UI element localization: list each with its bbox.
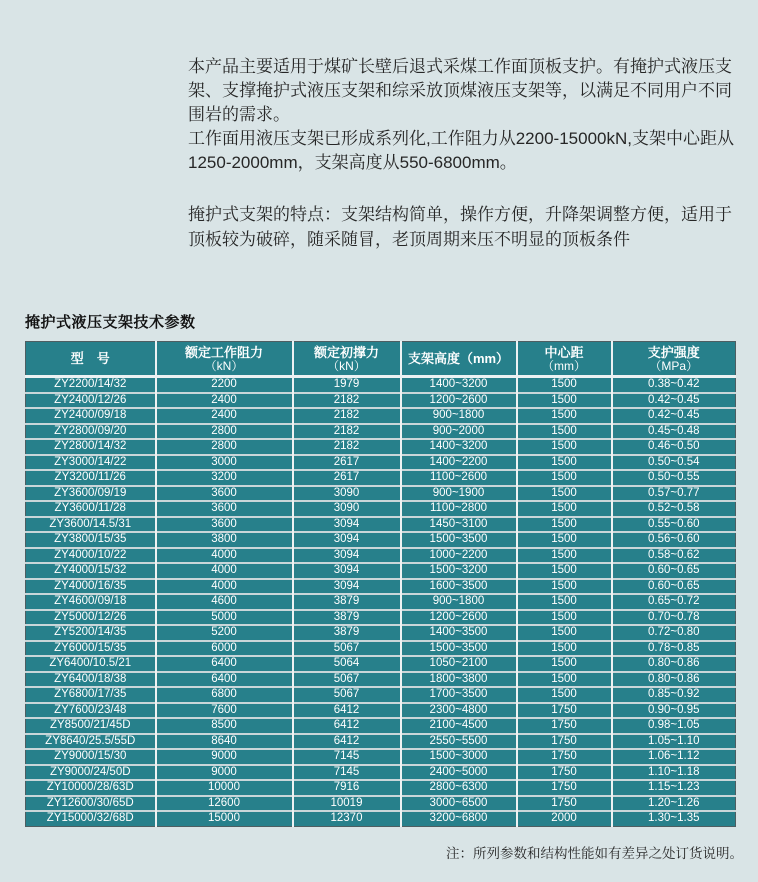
table-cell-model: ZY3600/09/19 (26, 486, 156, 502)
table-cell-model: ZY4000/15/32 (26, 563, 156, 579)
table-cell-height-range: 1500~3500 (401, 641, 517, 657)
table-cell-center-distance: 1750 (517, 780, 612, 796)
table-cell-work-resistance: 10000 (156, 780, 293, 796)
table-cell-model: ZY8640/25.5/55D (26, 734, 156, 750)
table-cell-center-distance: 1500 (517, 656, 612, 672)
table-cell-height-range: 1100~2800 (401, 501, 517, 517)
table-cell-model: ZY7600/23/48 (26, 703, 156, 719)
table-cell-work-resistance: 6400 (156, 656, 293, 672)
table-cell-initial-force: 10019 (293, 796, 401, 812)
table-cell-initial-force: 3094 (293, 532, 401, 548)
table-row (26, 470, 736, 486)
table-cell-center-distance: 1500 (517, 393, 612, 409)
table-cell-support-strength: 0.56~0.60 (612, 532, 736, 548)
table-row (26, 548, 736, 564)
col-header-title: 支架高度（mm） (407, 351, 510, 366)
table-cell-work-resistance: 4000 (156, 579, 293, 595)
table-row (26, 780, 736, 796)
intro-line: 本产品主要适用于煤矿长壁后退式采煤工作面顶板支护。有掩护式液压支 (188, 57, 732, 76)
table-cell-initial-force: 2617 (293, 470, 401, 486)
table-cell-center-distance: 1500 (517, 563, 612, 579)
table-cell-center-distance: 2000 (517, 811, 612, 826)
table-cell-work-resistance: 4000 (156, 548, 293, 564)
table-cell-model: ZY6000/15/35 (26, 641, 156, 657)
table-cell-support-strength: 0.46~0.50 (612, 439, 736, 455)
col-header-center-distance (517, 342, 612, 377)
table-cell-work-resistance: 15000 (156, 811, 293, 826)
table-row (26, 625, 736, 641)
table-row (26, 486, 736, 502)
table-cell-initial-force: 5067 (293, 687, 401, 703)
table-cell-model: ZY3600/14.5/31 (26, 517, 156, 533)
footnote: 注：所列参数和结构性能如有差异之处订货说明。 (446, 846, 743, 861)
table-cell-support-strength: 0.72~0.80 (612, 625, 736, 641)
col-header-support-strength (612, 342, 736, 377)
table-cell-support-strength: 0.50~0.54 (612, 455, 736, 471)
table-cell-initial-force: 2182 (293, 408, 401, 424)
table-cell-work-resistance: 2400 (156, 393, 293, 409)
table-cell-center-distance: 1500 (517, 517, 612, 533)
table-cell-support-strength: 0.60~0.65 (612, 579, 736, 595)
table-row (26, 408, 736, 424)
intro-line: 架、支撑掩护式液压支架和综采放顶煤液压支架等，以满足不同用户不同 (188, 81, 732, 100)
table-cell-support-strength: 0.55~0.60 (612, 517, 736, 533)
table-cell-initial-force: 3879 (293, 610, 401, 626)
table-cell-initial-force: 2182 (293, 439, 401, 455)
table-cell-height-range: 1600~3500 (401, 579, 517, 595)
table-cell-height-range: 1000~2200 (401, 548, 517, 564)
table-cell-support-strength: 0.45~0.48 (612, 424, 736, 440)
intro-line: 围岩的需求。 (188, 105, 290, 124)
table-cell-center-distance: 1500 (517, 625, 612, 641)
table-cell-support-strength: 0.42~0.45 (612, 393, 736, 409)
table-cell-height-range: 900~1900 (401, 486, 517, 502)
table-cell-center-distance: 1750 (517, 749, 612, 765)
table-cell-support-strength: 1.15~1.23 (612, 780, 736, 796)
table-cell-center-distance: 1500 (517, 377, 612, 393)
table-cell-initial-force: 5064 (293, 656, 401, 672)
table-cell-height-range: 900~2000 (401, 424, 517, 440)
table-cell-work-resistance: 5200 (156, 625, 293, 641)
table-cell-height-range: 1050~2100 (401, 656, 517, 672)
table-cell-model: ZY10000/28/63D (26, 780, 156, 796)
intro-paragraph-2 (188, 202, 744, 252)
table-cell-center-distance: 1500 (517, 610, 612, 626)
table-cell-work-resistance: 8640 (156, 734, 293, 750)
table-cell-work-resistance: 8500 (156, 718, 293, 734)
table-cell-height-range: 3000~6500 (401, 796, 517, 812)
table-cell-support-strength: 0.42~0.45 (612, 408, 736, 424)
table-cell-model: ZY3200/11/26 (26, 470, 156, 486)
table-cell-center-distance: 1750 (517, 734, 612, 750)
table-cell-height-range: 900~1800 (401, 594, 517, 610)
table-cell-initial-force: 3094 (293, 579, 401, 595)
table-cell-work-resistance: 3000 (156, 455, 293, 471)
table-cell-support-strength: 0.80~0.86 (612, 672, 736, 688)
col-header-title: 型 号 (70, 351, 110, 366)
table-cell-work-resistance: 3200 (156, 470, 293, 486)
table-cell-center-distance: 1500 (517, 579, 612, 595)
table-cell-height-range: 900~1800 (401, 408, 517, 424)
table-cell-initial-force: 2182 (293, 393, 401, 409)
table-cell-initial-force: 7145 (293, 765, 401, 781)
table-cell-height-range: 1400~2200 (401, 455, 517, 471)
table-cell-center-distance: 1500 (517, 687, 612, 703)
table-cell-center-distance: 1750 (517, 796, 612, 812)
table-cell-model: ZY8500/21/45D (26, 718, 156, 734)
table-cell-initial-force: 1979 (293, 377, 401, 393)
col-header-unit: （mm） (542, 358, 586, 373)
table-cell-support-strength: 0.38~0.42 (612, 377, 736, 393)
col-header-title: 支护强度 (647, 344, 700, 360)
table-cell-height-range: 1700~3500 (401, 687, 517, 703)
table-cell-initial-force: 5067 (293, 672, 401, 688)
intro-line: 1250-2000mm，支架高度从550-6800mm。 (188, 153, 517, 172)
table-row (26, 377, 736, 393)
table-cell-center-distance: 1750 (517, 765, 612, 781)
table-cell-center-distance: 1500 (517, 439, 612, 455)
table-cell-center-distance: 1500 (517, 548, 612, 564)
table-cell-model: ZY2400/12/26 (26, 393, 156, 409)
table-cell-center-distance: 1500 (517, 470, 612, 486)
table-cell-model: ZY6400/18/38 (26, 672, 156, 688)
table-cell-model: ZY5000/12/26 (26, 610, 156, 626)
table-row (26, 424, 736, 440)
table-cell-initial-force: 5067 (293, 641, 401, 657)
intro-line: 工作面用液压支架已形成系列化,工作阻力从2200-15000kN,支架中心距从 (188, 129, 734, 148)
table-cell-center-distance: 1750 (517, 718, 612, 734)
col-header-title: 额定初撑力 (313, 344, 379, 360)
table-cell-initial-force: 7916 (293, 780, 401, 796)
table-cell-support-strength: 1.20~1.26 (612, 796, 736, 812)
table-cell-support-strength: 0.60~0.65 (612, 563, 736, 579)
table-cell-work-resistance: 3600 (156, 486, 293, 502)
table-cell-center-distance: 1500 (517, 501, 612, 517)
table-cell-support-strength: 1.05~1.10 (612, 734, 736, 750)
table-cell-height-range: 2550~5500 (401, 734, 517, 750)
table-cell-height-range: 2400~5000 (401, 765, 517, 781)
table-cell-initial-force: 6412 (293, 703, 401, 719)
table-cell-model: ZY3600/11/28 (26, 501, 156, 517)
table-cell-center-distance: 1500 (517, 408, 612, 424)
table-cell-model: ZY9000/15/30 (26, 749, 156, 765)
table-row (26, 532, 736, 548)
table-cell-height-range: 1500~3200 (401, 563, 517, 579)
table-cell-model: ZY3000/14/22 (26, 455, 156, 471)
table-cell-model: ZY2200/14/32 (26, 377, 156, 393)
table-cell-height-range: 1400~3200 (401, 439, 517, 455)
table-cell-height-range: 2300~4800 (401, 703, 517, 719)
table-cell-height-range: 1500~3000 (401, 749, 517, 765)
table-cell-support-strength: 0.70~0.78 (612, 610, 736, 626)
table-cell-height-range: 2100~4500 (401, 718, 517, 734)
table-cell-initial-force: 2617 (293, 455, 401, 471)
table-cell-height-range: 1400~3200 (401, 377, 517, 393)
table-cell-height-range: 1800~3800 (401, 672, 517, 688)
table-cell-support-strength: 1.30~1.35 (612, 811, 736, 826)
table-row (26, 439, 736, 455)
table-row (26, 517, 736, 533)
table-cell-model: ZY9000/24/50D (26, 765, 156, 781)
table-cell-height-range: 1200~2600 (401, 610, 517, 626)
table-cell-support-strength: 0.90~0.95 (612, 703, 736, 719)
table-cell-work-resistance: 4600 (156, 594, 293, 610)
table-title: 掩护式液压支架技术参数 (25, 314, 196, 331)
col-header-title: 中心距 (544, 344, 584, 360)
table-cell-center-distance: 1500 (517, 455, 612, 471)
table-row (26, 765, 736, 781)
table-row (26, 610, 736, 626)
table-cell-support-strength: 1.06~1.12 (612, 749, 736, 765)
table-cell-work-resistance: 3800 (156, 532, 293, 548)
table-cell-initial-force: 7145 (293, 749, 401, 765)
table-cell-model: ZY4000/10/22 (26, 548, 156, 564)
col-header-unit: （MPa） (649, 358, 699, 373)
table-cell-support-strength: 0.78~0.85 (612, 641, 736, 657)
table-cell-height-range: 1100~2600 (401, 470, 517, 486)
table-cell-height-range: 1400~3500 (401, 625, 517, 641)
table-cell-support-strength: 0.85~0.92 (612, 687, 736, 703)
table-cell-work-resistance: 3600 (156, 517, 293, 533)
table-cell-initial-force: 6412 (293, 734, 401, 750)
table-cell-work-resistance: 2400 (156, 408, 293, 424)
table-cell-initial-force: 3090 (293, 486, 401, 502)
table-cell-work-resistance: 6000 (156, 641, 293, 657)
table-row (26, 811, 736, 826)
parameters-table (25, 341, 736, 827)
table-cell-work-resistance: 5000 (156, 610, 293, 626)
table-cell-work-resistance: 2200 (156, 377, 293, 393)
table-cell-work-resistance: 2800 (156, 439, 293, 455)
table-row (26, 672, 736, 688)
table-row (26, 594, 736, 610)
table-cell-support-strength: 0.57~0.77 (612, 486, 736, 502)
col-header-unit: （kN） (327, 358, 366, 373)
col-header-title: 额定工作阻力 (184, 344, 263, 360)
table-cell-height-range: 1500~3500 (401, 532, 517, 548)
table-cell-support-strength: 0.65~0.72 (612, 594, 736, 610)
col-header-height-range (401, 342, 517, 377)
table-cell-work-resistance: 7600 (156, 703, 293, 719)
table-cell-center-distance: 1750 (517, 703, 612, 719)
col-header-model (26, 342, 156, 377)
table-cell-center-distance: 1500 (517, 424, 612, 440)
table-cell-model: ZY6800/17/35 (26, 687, 156, 703)
table-cell-model: ZY2800/14/32 (26, 439, 156, 455)
table-cell-center-distance: 1500 (517, 486, 612, 502)
intro-text-block (188, 55, 744, 252)
table-cell-work-resistance: 6400 (156, 672, 293, 688)
table-cell-support-strength: 0.98~1.05 (612, 718, 736, 734)
table-cell-height-range: 3200~6800 (401, 811, 517, 826)
table-cell-work-resistance: 6800 (156, 687, 293, 703)
table-cell-height-range: 2800~6300 (401, 780, 517, 796)
table-cell-center-distance: 1500 (517, 532, 612, 548)
table-cell-model: ZY6400/10.5/21 (26, 656, 156, 672)
table-cell-center-distance: 1500 (517, 641, 612, 657)
table-cell-initial-force: 3094 (293, 563, 401, 579)
table-row (26, 656, 736, 672)
col-header-initial-force (293, 342, 401, 377)
table-cell-initial-force: 6412 (293, 718, 401, 734)
table-row (26, 579, 736, 595)
table-cell-support-strength: 0.80~0.86 (612, 656, 736, 672)
table-header-row (26, 342, 736, 377)
table-cell-support-strength: 0.52~0.58 (612, 501, 736, 517)
intro-line: 顶板较为破碎，随采随冒，老顶周期来压不明显的顶板条件 (188, 230, 630, 249)
intro-paragraph-1 (188, 55, 744, 175)
table-row (26, 749, 736, 765)
table-cell-initial-force: 2182 (293, 424, 401, 440)
table-row (26, 563, 736, 579)
table-cell-work-resistance: 4000 (156, 563, 293, 579)
table-cell-initial-force: 12370 (293, 811, 401, 826)
table-cell-support-strength: 0.50~0.55 (612, 470, 736, 486)
table-row (26, 501, 736, 517)
table-cell-height-range: 1200~2600 (401, 393, 517, 409)
table-cell-model: ZY15000/32/68D (26, 811, 156, 826)
table-cell-initial-force: 3879 (293, 594, 401, 610)
col-header-work-resistance (156, 342, 293, 377)
table-row (26, 703, 736, 719)
table-row (26, 734, 736, 750)
table-cell-model: ZY5200/14/35 (26, 625, 156, 641)
table-cell-center-distance: 1500 (517, 594, 612, 610)
table-row (26, 393, 736, 409)
col-header-unit: （kN） (204, 358, 244, 373)
table-row (26, 455, 736, 471)
table-cell-model: ZY4600/09/18 (26, 594, 156, 610)
table-cell-model: ZY12600/30/65D (26, 796, 156, 812)
table-cell-work-resistance: 12600 (156, 796, 293, 812)
intro-line: 掩护式支架的特点：支架结构简单，操作方便，升降架调整方便，适用于 (188, 205, 732, 224)
table-cell-support-strength: 0.58~0.62 (612, 548, 736, 564)
table-row (26, 718, 736, 734)
table-cell-model: ZY4000/16/35 (26, 579, 156, 595)
table-cell-model: ZY2800/09/20 (26, 424, 156, 440)
table-cell-model: ZY3800/15/35 (26, 532, 156, 548)
table-row (26, 796, 736, 812)
table-cell-work-resistance: 3600 (156, 501, 293, 517)
table-cell-initial-force: 3094 (293, 517, 401, 533)
table-cell-center-distance: 1500 (517, 672, 612, 688)
table-cell-support-strength: 1.10~1.18 (612, 765, 736, 781)
table-cell-initial-force: 3090 (293, 501, 401, 517)
table-body (26, 377, 736, 827)
table-cell-work-resistance: 2800 (156, 424, 293, 440)
table-cell-work-resistance: 9000 (156, 765, 293, 781)
table-row (26, 687, 736, 703)
table-cell-height-range: 1450~3100 (401, 517, 517, 533)
table-cell-initial-force: 3094 (293, 548, 401, 564)
table-cell-work-resistance: 9000 (156, 749, 293, 765)
table-row (26, 641, 736, 657)
table-cell-initial-force: 3879 (293, 625, 401, 641)
table-cell-model: ZY2400/09/18 (26, 408, 156, 424)
